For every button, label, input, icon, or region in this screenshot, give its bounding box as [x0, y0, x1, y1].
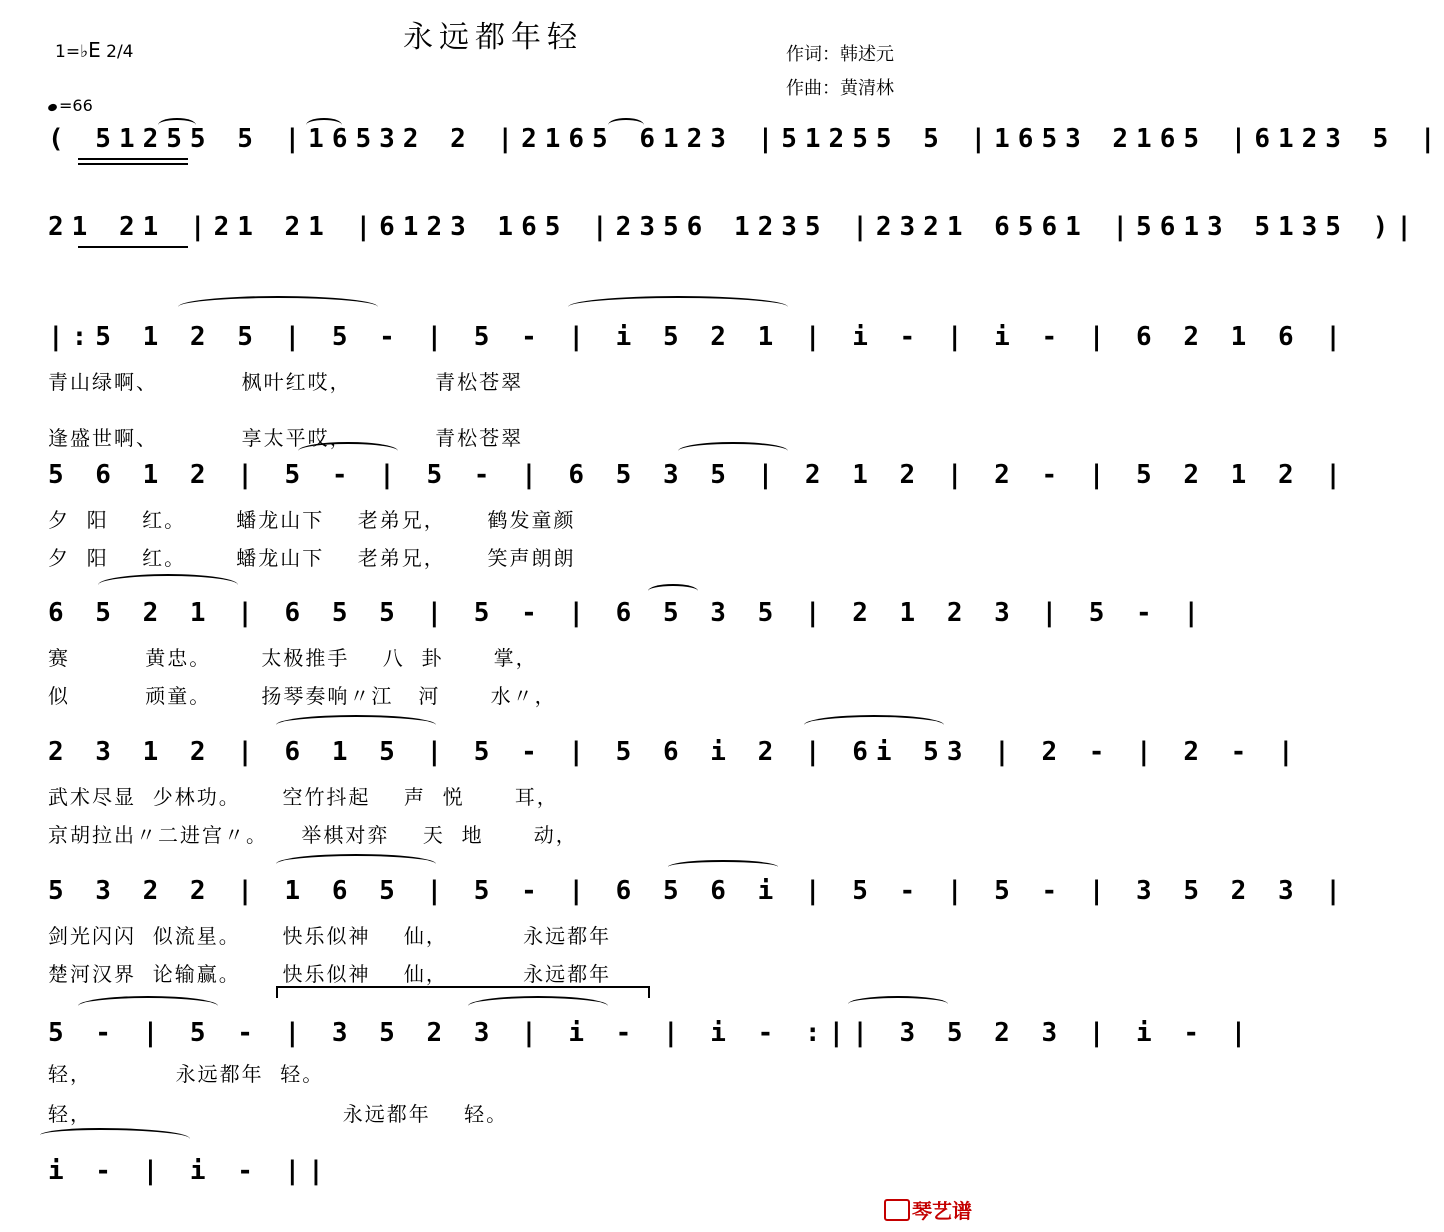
- lyric-verse-2: 夕 阳 红。 蟠龙山下 老弟兄， 笑声朗朗: [48, 546, 576, 570]
- notes-line: 5 6 1 2 | 5 - | 5 - | 6 5 3 5 | 2 1 2 | 2 - | 5 2 1 2 |: [48, 460, 1349, 490]
- beam: [78, 246, 188, 248]
- staff-row-7: [48, 876, 1349, 986]
- final-slur: [40, 1128, 190, 1146]
- slur: [848, 996, 948, 1012]
- watermark-logo: [884, 1195, 972, 1224]
- slur: [804, 715, 944, 735]
- lyric-verse-1: 剑光闪闪 似流星。 快乐似神 仙， 永远都年: [48, 924, 612, 948]
- slur: [276, 715, 436, 735]
- slur: [98, 574, 238, 596]
- slur: [668, 860, 778, 874]
- tempo-value: =66: [59, 96, 93, 115]
- lyric-verse-2: 轻， 永远都年 轻。: [48, 1102, 509, 1126]
- notes-line: 6 5 2 1 | 6 5 5 | 5 - | 6 5 3 5 | 2 1 2 3 | 5 - |: [48, 598, 1208, 628]
- staff-row-4: [48, 460, 1349, 570]
- key-prefix: 1=: [55, 42, 81, 62]
- slur: [276, 854, 436, 874]
- tempo-marking: [48, 96, 93, 115]
- quarter-note-icon: [47, 103, 58, 113]
- slur: [298, 442, 398, 460]
- slur: [306, 118, 342, 132]
- lyric-verse-2: 京胡拉出〃二进宫〃。 举棋对弈 天 地 动，: [48, 823, 578, 847]
- key-signature: [55, 38, 134, 62]
- lyric-verse-2: 似 顽童。 扬琴奏响〃江 河 水〃，: [48, 684, 557, 708]
- beam: [78, 158, 188, 160]
- slur: [678, 442, 788, 460]
- lyric-verse-1: 夕 阳 红。 蟠龙山下 老弟兄， 鹤发童颜: [48, 508, 576, 532]
- staff-row-9: [48, 1156, 968, 1206]
- lyricist-credit: 作词：韩述元: [786, 44, 894, 65]
- slur: [608, 118, 644, 132]
- credits: [786, 38, 894, 106]
- slur: [78, 996, 218, 1016]
- lyric-verse-1: 青山绿啊、 枫叶红哎， 青松苍翠: [48, 370, 524, 394]
- slur: [468, 996, 608, 1016]
- notes-line: 21 21 |21 21 |6123 165 |2356 1235 |2321 6561 |5613 5135 )|: [48, 212, 1420, 242]
- slur: [648, 584, 698, 598]
- lyric-verse-2: 逢盛世啊、 享太平哎， 青松苍翠: [48, 426, 524, 450]
- lyric-verse-2: 楚河汉界 论输赢。 快乐似神 仙， 永远都年: [48, 962, 612, 986]
- watermark-text: 琴艺谱: [912, 1199, 972, 1223]
- staff-row-6: [48, 737, 1302, 847]
- key-note: E: [88, 38, 101, 62]
- slur: [158, 118, 196, 132]
- logo-icon: [884, 1199, 910, 1221]
- notes-line: |:5 1 2 5 | 5 - | 5 - | i 5 2 1 | i - | i - | 6 2 1 6 |: [48, 322, 1349, 352]
- slur: [178, 296, 378, 318]
- staff-row-3: [48, 322, 1349, 450]
- composer-credit: 作曲：黄清林: [786, 78, 894, 99]
- song-title: 永远都年轻: [403, 20, 583, 55]
- time-signature: 2/4: [106, 42, 134, 62]
- notes-line: i - | i - ||: [48, 1156, 332, 1186]
- notes-line: 5 - | 5 - | 3 5 2 3 | i - | i - :|| 3 5 2 3 | i - |: [48, 1018, 1255, 1048]
- staff-row-8: [48, 1018, 1255, 1128]
- staff-row-5: [48, 598, 1208, 708]
- lyric-verse-1: 轻， 永远都年 轻。: [48, 1062, 325, 1086]
- notes-line: ( 51255 5 |16532 2 |2165 6123 |51255 5 |1653 2165 |6123 5 |: [48, 124, 1444, 154]
- slur: [568, 296, 788, 318]
- lyric-verse-1: 赛 黄忠。 太极推手 八 卦 掌，: [48, 646, 538, 670]
- volta-bracket: [276, 986, 650, 998]
- beam: [78, 163, 188, 165]
- lyric-verse-1: 武术尽显 少林功。 空竹抖起 声 悦 耳，: [48, 785, 559, 809]
- flat-sign: ♭: [80, 42, 89, 62]
- notes-line: 2 3 1 2 | 6 1 5 | 5 - | 5 6 i 2 | 6i 53 | 2 - | 2 - |: [48, 737, 1302, 767]
- notes-line: 5 3 2 2 | 1 6 5 | 5 - | 6 5 6 i | 5 - | 5 - | 3 5 2 3 |: [48, 876, 1349, 906]
- staff-row-2: [48, 212, 1420, 272]
- staff-row-1: [48, 124, 1444, 184]
